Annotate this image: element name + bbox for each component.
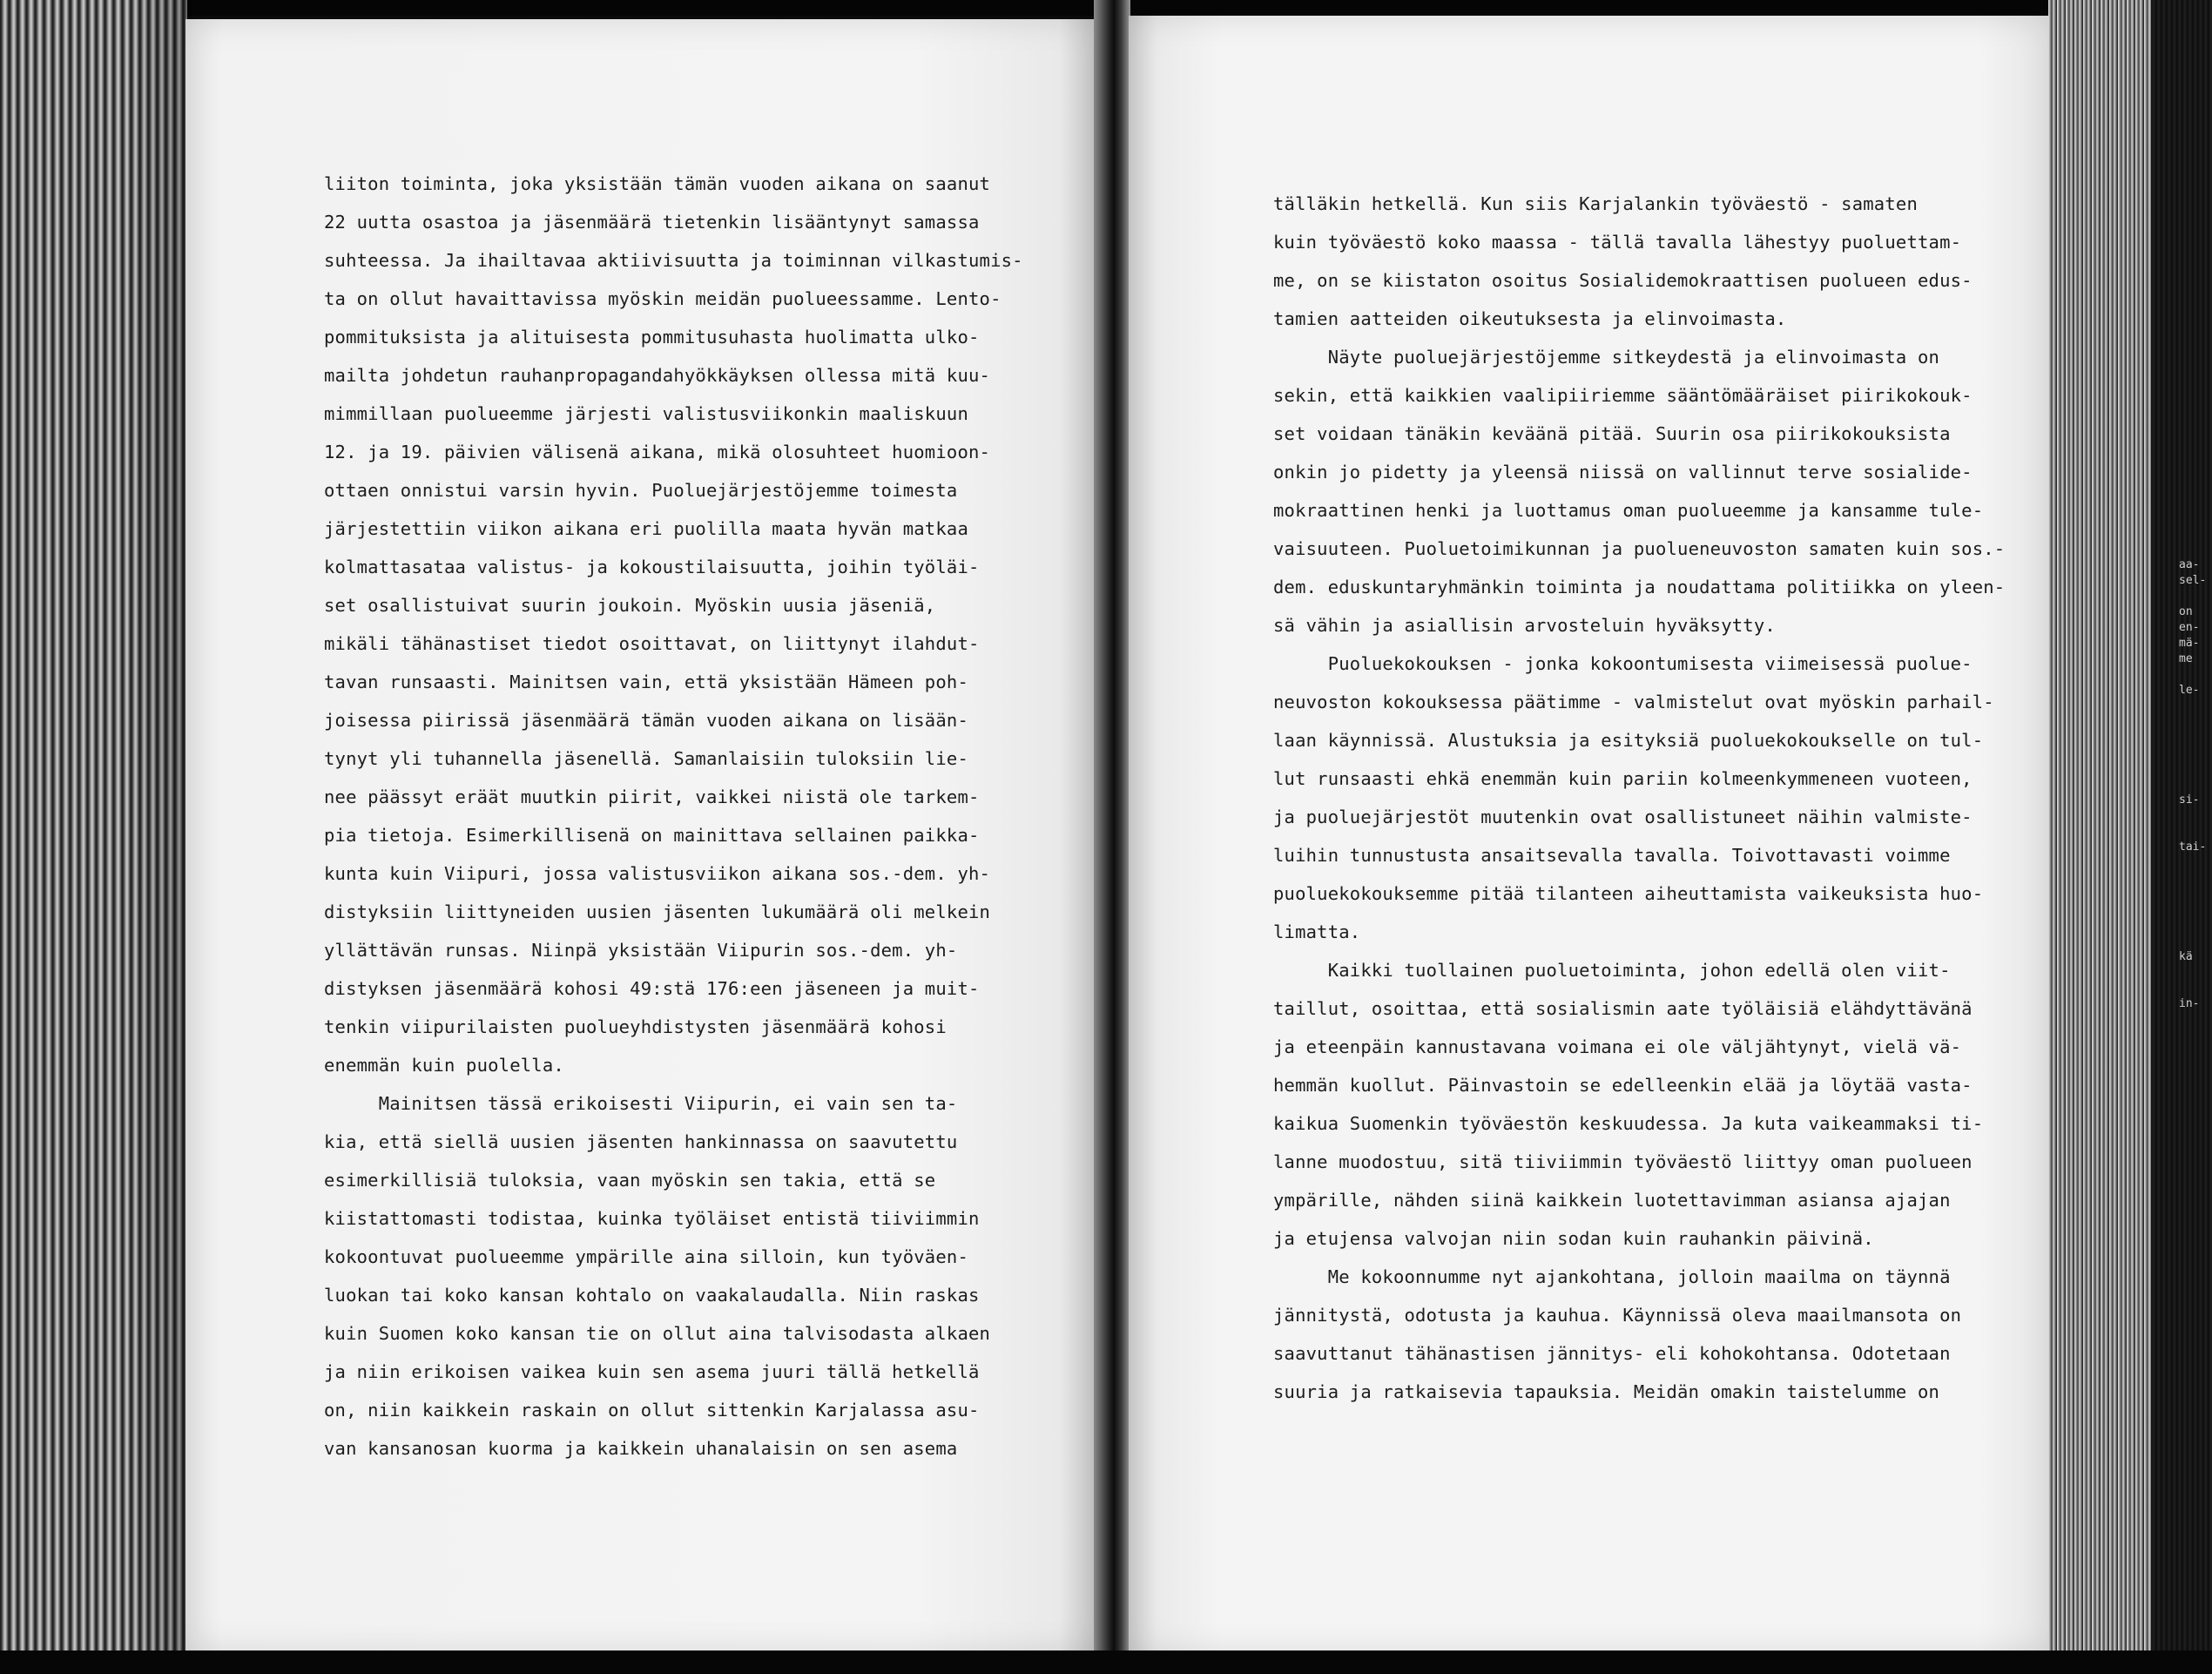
left-page-line: ottaen onnistui varsin hyvin. Puoluejärjestöjemme toimesta xyxy=(324,480,958,501)
left-page-line: suhteessa. Ja ihailtavaa aktiivisuutta ja toiminnan vilkastumis- xyxy=(324,250,1023,271)
left-page-line: tenkin viipurilaisten puolueyhdistysten jäsenmäärä kohosi xyxy=(324,1016,947,1037)
left-page-line: van kansanosan kuorma ja kaikkein uhanalaisin on sen asema xyxy=(324,1438,958,1459)
right-page-line: Kaikki tuollainen puoluetoiminta, johon edellä olen viit- xyxy=(1273,960,1951,981)
right-page-line: vaisuuteen. Puoluetoimikunnan ja puolueneuvoston samaten kuin sos.- xyxy=(1273,538,2006,559)
left-page-line: mimmillaan puolueemme järjesti valistusviikonkin maaliskuun xyxy=(324,403,968,424)
scanner-bottom-border xyxy=(0,1650,2212,1674)
left-page-line: kunta kuin Viipuri, jossa valistusviikon aikana sos.-dem. yh- xyxy=(324,863,991,884)
right-page-line: kuin työväestö koko maassa - tällä tavalla lähestyy puoluettam- xyxy=(1273,232,1962,253)
right-page-line: tamien aatteiden oikeutuksesta ja elinvoimasta. xyxy=(1273,308,1787,329)
left-page-line: on, niin kaikkein raskain on ollut sittenkin Karjalassa asu- xyxy=(324,1400,980,1421)
left-page-line: nee päässyt eräät muutkin piirit, vaikkei niistä ole tarkem- xyxy=(324,786,980,807)
right-page-line: Me kokoonnumme nyt ajankohtana, jolloin maailma on täynnä xyxy=(1273,1266,1951,1287)
left-page-line: 22 uutta osastoa ja jäsenmäärä tietenkin lisääntynyt samassa xyxy=(324,212,980,233)
right-page-line: hemmän kuollut. Päinvastoin se edelleenkin elää ja löytää vasta- xyxy=(1273,1075,1973,1096)
right-page-line: set voidaan tänäkin keväänä pitää. Suurin osa piirikokouksista xyxy=(1273,423,1951,444)
left-page-line: ta on ollut havaittavissa myöskin meidän puolueessamme. Lento- xyxy=(324,288,1001,309)
left-page-line: kolmattasataa valistus- ja kokoustilaisuutta, joihin työläi- xyxy=(324,557,980,577)
right-page-line: kaikua Suomenkin työväestön keskuudessa. Ja kuta vaikeammaksi ti- xyxy=(1273,1113,1984,1134)
adjacent-page-margin-text: aa- sel- on en- mä- me le- si- tai- kä in- xyxy=(2179,558,2207,1010)
left-page-line: kuin Suomen koko kansan tie on ollut aina talvisodasta alkaen xyxy=(324,1323,991,1344)
right-page-line: Näyte puoluejärjestöjemme sitkeydestä ja elinvoimasta on xyxy=(1273,347,1940,368)
left-page-line: distyksen jäsenmäärä kohosi 49:stä 176:een jäseneen ja muit- xyxy=(324,978,980,999)
right-page-line: tälläkin hetkellä. Kun siis Karjalankin työväestö - samaten xyxy=(1273,193,1918,214)
right-page-line: onkin jo pidetty ja yleensä niissä on vallinnut terve sosialide- xyxy=(1273,462,1973,483)
left-page-line: Mainitsen tässä erikoisesti Viipurin, ei vain sen ta- xyxy=(324,1093,958,1114)
left-page-line: mailta johdetun rauhanpropagandahyökkäyksen ollessa mitä kuu- xyxy=(324,365,991,386)
right-page-line: suuria ja ratkaisevia tapauksia. Meidän omakin taistelumme on xyxy=(1273,1381,1940,1402)
left-page-line: pia tietoja. Esimerkillisenä on mainittava sellainen paikka- xyxy=(324,825,980,846)
left-page-line: ja niin erikoisen vaikea kuin sen asema juuri tällä hetkellä xyxy=(324,1361,980,1382)
book-gutter xyxy=(1094,0,1130,1674)
left-page-line: luokan tai koko kansan kohtalo on vaakalaudalla. Niin raskas xyxy=(324,1285,980,1306)
left-page-line: kokoontuvat puolueemme ympärille aina silloin, kun työväen- xyxy=(324,1246,968,1267)
left-page-line: kiistattomasti todistaa, kuinka työläiset entistä tiiviimmin xyxy=(324,1208,980,1229)
right-page-line: saavuttanut tähänastisen jännitys- eli kohokohtansa. Odotetaan xyxy=(1273,1343,1951,1364)
left-page-line: joisessa piirissä jäsenmäärä tämän vuoden aikana on lisään- xyxy=(324,710,968,731)
right-page-line: ja puoluejärjestöt muutenkin ovat osallistuneet näihin valmiste- xyxy=(1273,807,1973,827)
right-page-line: laan käynnissä. Alustuksia ja esityksiä puoluekokoukselle on tul- xyxy=(1273,730,1984,751)
left-page-line: enemmän kuin puolella. xyxy=(324,1055,564,1076)
right-page-line: me, on se kiistaton osoitus Sosialidemokraattisen puolueen edus- xyxy=(1273,270,1973,291)
right-page-line: jännitystä, odotusta ja kauhua. Käynnissä oleva maailmansota on xyxy=(1273,1305,1962,1326)
right-page-line: taillut, osoittaa, että sosialismin aate työläisiä elähdyttävänä xyxy=(1273,998,1973,1019)
right-page-line: dem. eduskuntaryhmänkin toiminta ja noudattama politiikka on yleen- xyxy=(1273,577,2006,597)
right-page-line: mokraattinen henki ja luottamus oman puolueemme ja kansamme tule- xyxy=(1273,500,1984,521)
right-page-line: puoluekokouksemme pitää tilanteen aiheuttamista vaikeuksista huo- xyxy=(1273,883,1984,904)
left-page-line: set osallistuivat suurin joukoin. Myöskin uusia jäseniä, xyxy=(324,595,936,616)
right-page-line: limatta. xyxy=(1273,921,1361,942)
right-page-line: sä vähin ja asiallisin arvosteluin hyväksytty. xyxy=(1273,615,1776,636)
right-page-line: ja etujensa valvojan niin sodan kuin rauhankin päivinä. xyxy=(1273,1228,1874,1249)
left-page-line: pommituksista ja alituisesta pommitusuhasta huolimatta ulko- xyxy=(324,327,980,348)
left-page-text xyxy=(324,165,1023,1468)
left-page-line: 12. ja 19. päivien välisenä aikana, mikä olosuhteet huomioon- xyxy=(324,442,991,462)
right-page-line: neuvoston kokouksessa päätimme - valmistelut ovat myöskin parhail- xyxy=(1273,692,1994,712)
left-page-line: tynyt yli tuhannella jäsenellä. Samanlaisiin tuloksiin lie- xyxy=(324,748,968,769)
right-page-line: ja eteenpäin kannustavana voimana ei ole väljähtynyt, vielä vä- xyxy=(1273,1036,1962,1057)
left-page-line: distyksiin liittyneiden uusien jäsenten lukumäärä oli melkein xyxy=(324,901,991,922)
left-page-line: järjestettiin viikon aikana eri puolilla maata hyvän matkaa xyxy=(324,518,968,539)
left-page-line: liiton toiminta, joka yksistään tämän vuoden aikana on saanut xyxy=(324,173,991,194)
left-page-line: esimerkillisiä tuloksia, vaan myöskin sen takia, että se xyxy=(324,1170,936,1191)
right-page-line: ympärille, nähden siinä kaikkein luotettavimman asiansa ajajan xyxy=(1273,1190,1951,1211)
left-page-line: kia, että siellä uusien jäsenten hankinnassa on saavutettu xyxy=(324,1131,958,1152)
right-page-line: lut runsaasti ehkä enemmän kuin pariin kolmeenkymmeneen vuoteen, xyxy=(1273,768,1973,789)
right-page-line: luihin tunnustusta ansaitsevalla tavalla. Toivottavasti voimme xyxy=(1273,845,1951,866)
right-page-line: Puoluekokouksen - jonka kokoontumisesta viimeisessä puolue- xyxy=(1273,653,1973,674)
right-page-line: lanne muodostuu, sitä tiiviimmin työväestö liittyy oman puolueen xyxy=(1273,1151,1973,1172)
left-edge-shadow xyxy=(131,0,192,1674)
left-page-line: mikäli tähänastiset tiedot osoittavat, on liittynyt ilahdut- xyxy=(324,633,980,654)
left-page-line: tavan runsaasti. Mainitsen vain, että yksistään Hämeen poh- xyxy=(324,672,968,692)
right-page-line: sekin, että kaikkien vaalipiiriemme sääntömääräiset piirikokouk- xyxy=(1273,385,1973,406)
left-page-line: yllättävän runsas. Niinpä yksistään Viipurin sos.-dem. yh- xyxy=(324,940,958,961)
right-page-text xyxy=(1273,185,2005,1411)
